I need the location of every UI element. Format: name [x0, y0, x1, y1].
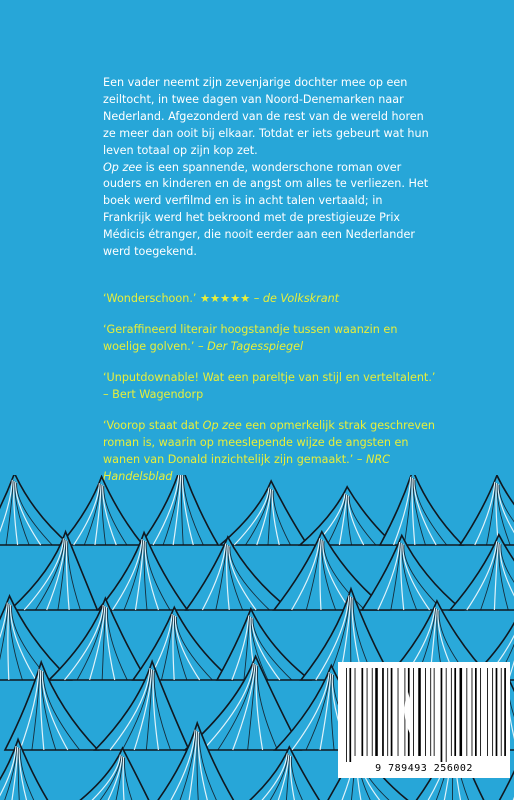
wave-peak [140, 475, 218, 545]
barcode-bar [355, 668, 356, 756]
barcode-bar [460, 668, 463, 756]
barcode-bar [504, 668, 506, 756]
wave-peak [233, 747, 329, 800]
barcode-bar [454, 668, 456, 756]
quote-text: ‘Wonderschoon.’ ★★★★★ – [103, 292, 263, 305]
quote-text: ‘Geraffineerd literair hoogstandje tussen waanzin en woelige golven.’ – [103, 323, 398, 353]
barcode-bar [487, 668, 488, 756]
barcode-bar [346, 668, 347, 762]
barcode-bar [492, 668, 493, 756]
wave-peak [186, 537, 290, 610]
quote-source: NRC Handelsblad [103, 453, 390, 483]
quote-text: ‘Unputdownable! Wat een pareltje van stijl en verteltalent.’ – [103, 371, 436, 401]
barcode-bar [501, 668, 502, 756]
blurb-paragraph-2 [103, 160, 433, 261]
book-title: Op zee [103, 160, 143, 174]
wave-peak [220, 481, 308, 545]
barcode-bar [434, 668, 435, 756]
barcode-area [338, 662, 510, 778]
barcode-bar [382, 668, 384, 756]
isbn-number: 9 789493 256002 [375, 763, 473, 774]
barcode-bar [418, 668, 421, 756]
barcode-bar [372, 668, 373, 756]
quote-book-title: Op zee [202, 419, 242, 432]
wave-peak [0, 475, 70, 545]
blurb-paragraph-2-text: is een spannende, wonderschone roman over ouders en kinderen en de angst om alles te verliezen. Het boek werd verfilmd en is in acht talen vertaald; in Frankrijk werd het bekroond met de prestigieuze Prix Médicis étranger, die nooit eerder aan een Nederlander werd toegekend. [103, 160, 429, 259]
barcode-bar [367, 668, 368, 756]
wave-peak [300, 487, 394, 545]
barcode-bar [413, 668, 414, 756]
wave-peak [133, 607, 232, 680]
wave-peak [362, 535, 462, 610]
wave-peak [450, 535, 514, 610]
barcode-bar [441, 668, 443, 762]
barcode-bar [361, 668, 363, 756]
quote-source: Der Tagesspiegel [207, 340, 304, 353]
review-quotes [103, 290, 443, 499]
barcode-bar [475, 668, 477, 756]
publisher-logo-icon [404, 692, 412, 734]
quote-source: de Volkskrant [262, 292, 340, 305]
blurb-text [103, 75, 433, 261]
barcode-bar [480, 668, 481, 756]
barcode-bar [446, 668, 447, 762]
wave-peak [380, 475, 463, 545]
wave-peak [60, 477, 143, 545]
quote-source: Bert Wagendorp [112, 388, 204, 401]
barcode-bar [425, 668, 426, 756]
barcode-bar [466, 668, 467, 756]
quote-text-pre: ‘Voorop staat dat [103, 419, 203, 432]
barcode-bar [387, 668, 388, 756]
blurb-paragraph-1: Een vader neemt zijn zevenjarige dochter mee op een zeiltocht, in twee dagen van Noord-Denemarken naar Nederland. Afgezonderd van de rest van de wereld horen ze meer dan ooit bij elkaar. Totdat er iets gebeurt wat hun leven totaal op zijn kop zet. [103, 76, 429, 157]
barcode-bar [398, 668, 399, 756]
quote-volkskrant [103, 290, 443, 307]
wave-peak [460, 475, 514, 545]
barcode-bar [391, 668, 393, 756]
barcode-icon [338, 662, 510, 766]
barcode-bar [496, 668, 498, 756]
barcode-bar [451, 668, 452, 756]
wave-peak [61, 748, 156, 800]
quote-tagesspiegel [103, 321, 443, 355]
barcode-bar [430, 668, 431, 756]
quote-text: een opmerkelijk strak geschreven roman is, waarin op meeslepende wijze de angsten en wanen van Donald inzichtelijk zijn gemaakt.’ – [103, 419, 435, 466]
quote-wagendorp [103, 369, 443, 403]
wave-peak [217, 609, 310, 680]
barcode-bar [472, 668, 473, 756]
barcode-bar [375, 668, 378, 756]
barcode-bar [349, 668, 351, 762]
